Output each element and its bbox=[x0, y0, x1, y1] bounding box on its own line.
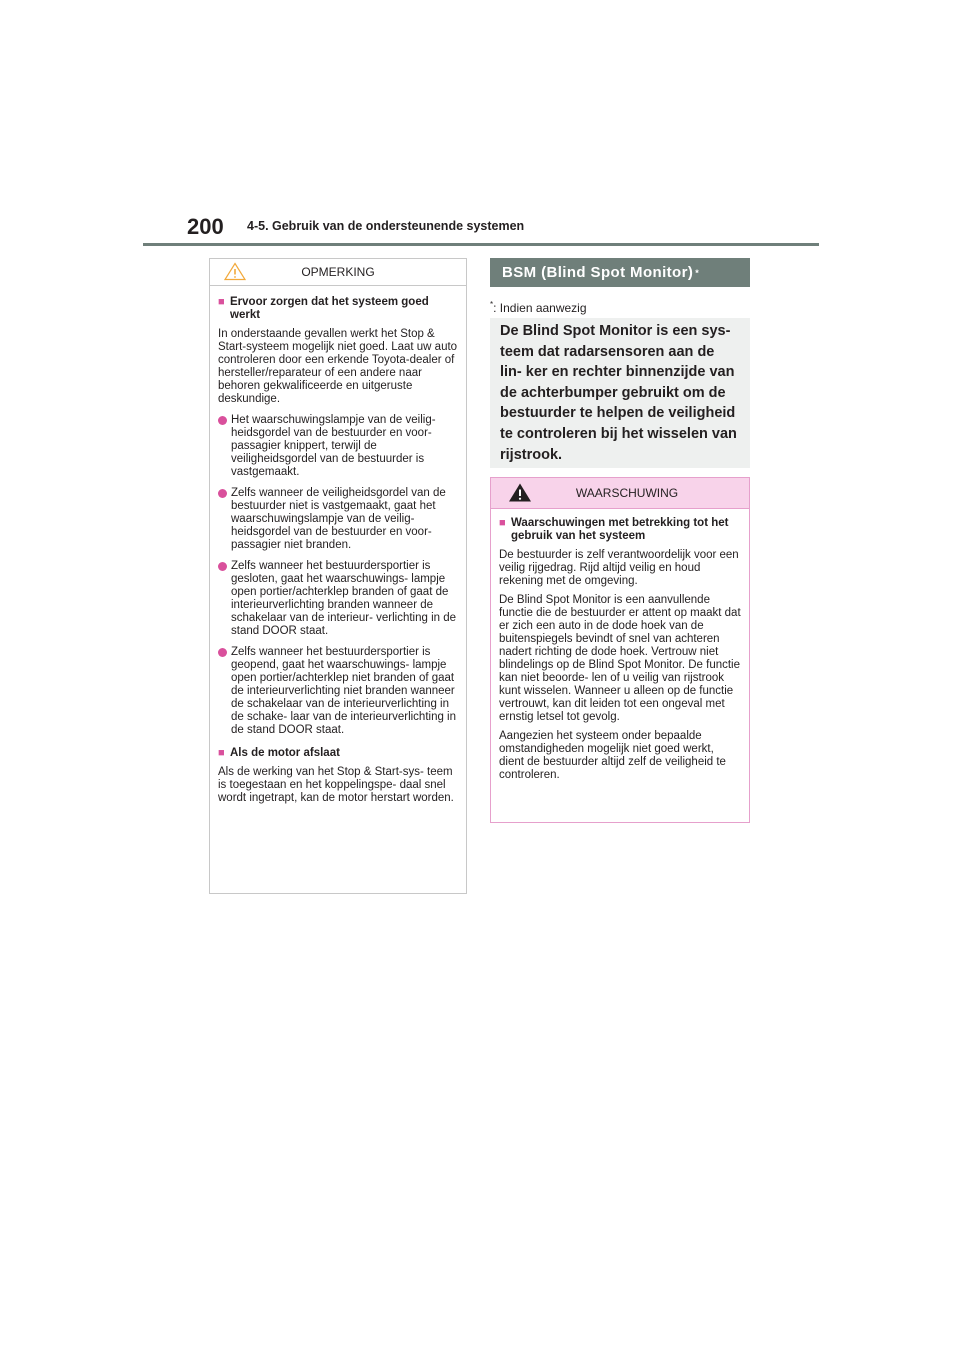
warning-box bbox=[490, 477, 750, 823]
square-bullet-icon: ■ bbox=[218, 747, 225, 759]
warning-header bbox=[491, 478, 749, 509]
circle-bullet-icon bbox=[218, 416, 227, 425]
note-paragraph-1: In onderstaande gevallen werkt het Stop & Start-systeem mogelijk niet goed. Laat uw auto controleren door een erkende Toyota-dealer of hersteller/reparateur of een andere naar behoren gekwalificeerde en uitgeruste deskundige. bbox=[218, 328, 458, 405]
note-paragraph-2: Als de werking van het Stop & Start-sys- teem is toegestaan en het koppelingspe- daal snel wordt ingetrapt, kan de motor herstart worden. bbox=[218, 766, 454, 804]
footnote-mark: * bbox=[490, 300, 494, 309]
availability-footnote bbox=[490, 300, 587, 315]
warning-triangle-icon bbox=[508, 482, 532, 508]
circle-bullet-icon bbox=[218, 489, 227, 498]
note-box bbox=[209, 258, 467, 894]
note-body bbox=[210, 286, 466, 805]
note-heading-2: ■ Als de motor afslaat bbox=[218, 747, 340, 759]
note-bullet: Zelfs wanneer de veiligheidsgordel van de bestuurder niet is vastgemaakt, gaat het waarschuwingslampje van de veilig- heidsgordel van de bestuurder en voor- passagier niet branden. bbox=[218, 487, 458, 552]
bsm-intro-box: De Blind Spot Monitor is een sys- teem dat radarsensoren aan de lin- ker en rechter binnenzijde van de achterbumper gebruikt om de bestuurder te helpen de veiligheid te controleren bij het wisselen van rijstrook. bbox=[490, 318, 750, 468]
circle-bullet-icon bbox=[218, 562, 227, 571]
note-bullet: Zelfs wanneer het bestuurdersportier is geopend, gaat het waarschuwings- lampje open portier/achterklep niet branden of gaat de interieurverlichting niet branden wanneer de schakelaar van de interieurverlichting in de schake- laar van de interieurverlichting in de stand DOOR staat. bbox=[218, 646, 458, 737]
warning-paragraph-1: De bestuurder is zelf verantwoordelijk voor een veilig rijgedrag. Rijd altijd veilig en houd rekening met de omgeving. bbox=[499, 549, 739, 587]
footnote-text: : Indien aanwezig bbox=[493, 301, 587, 315]
header-divider bbox=[143, 243, 819, 246]
warning-paragraph-2: De Blind Spot Monitor is een aanvullende functie die de bestuurder er attent op maakt dat er zich een auto in de dode hoek van de buitenspiegels bevindt of snel van achteren nadert richting de dode hoek. Vertrouw niet blindelings op de Blind Spot Monitor. De functie kan niet beoorde- len of u veilig van rijstrook kunt wisselen. Wanneer u alleen op de functie vertrouwt, kan dit leiden tot een ongeval met ernstig letsel tot gevolg. bbox=[499, 594, 741, 723]
square-bullet-icon: ■ bbox=[499, 517, 506, 529]
page-number: 200 bbox=[187, 214, 224, 239]
note-header bbox=[210, 259, 466, 286]
bsm-title-bar bbox=[490, 258, 750, 287]
note-title: OPMERKING bbox=[301, 265, 375, 279]
warning-body bbox=[491, 509, 749, 782]
caution-outline-icon bbox=[224, 262, 246, 286]
bsm-title: BSM (Blind Spot Monitor) bbox=[502, 264, 694, 281]
circle-bullet-icon bbox=[218, 648, 227, 657]
warning-title: WAARSCHUWING bbox=[575, 486, 679, 500]
bsm-title-asterisk: * bbox=[695, 267, 700, 278]
warning-paragraph-3: Aangezien het systeem onder bepaalde omstandigheden mogelijk niet goed werkt, dient de bestuurder altijd zelf de veiligheid te controleren. bbox=[499, 730, 726, 781]
section-title: 4-5. Gebruik van de ondersteunende systemen bbox=[247, 219, 525, 233]
square-bullet-icon: ■ bbox=[218, 296, 225, 308]
note-heading-1: ■ Ervoor zorgen dat het systeem goed werkt bbox=[218, 296, 429, 321]
note-bullet: Het waarschuwingslampje van de veilig- heidsgordel van de bestuurder en voor- passagier knippert, terwijl de veiligheidsgordel van de bestuurder is vastgemaakt. bbox=[218, 414, 458, 479]
note-bullet: Zelfs wanneer het bestuurdersportier is gesloten, gaat het waarschuwings- lampje open portier/achterklep branden of gaat de interieurverlichting branden wanneer de schakelaar van de interieur- verlichting in de stand DOOR staat. bbox=[218, 560, 458, 638]
warning-heading: ■ Waarschuwingen met betrekking tot het gebruik van het systeem bbox=[499, 517, 729, 542]
